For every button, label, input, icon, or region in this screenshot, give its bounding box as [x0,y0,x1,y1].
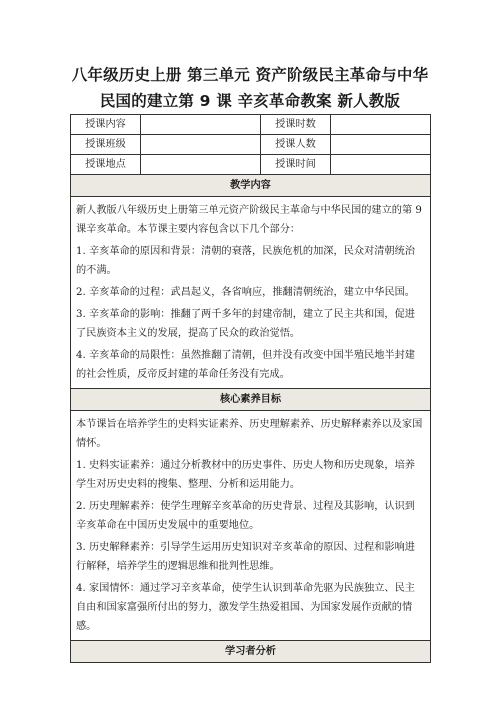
section-heading: 学习者分析 [71,641,431,663]
paragraph: 3. 历史解释素养：引导学生运用历史知识对辛亥革命的原因、过程和影响进行解释，培养学生的逻辑思维和批判性思维。 [76,541,415,572]
section-body-core-literacy [71,411,431,641]
section-header-core-literacy [71,389,431,411]
paragraph: 4. 辛亥革命的局限性：虽然推翻了清朝，但并没有改变中国半殖民地半封建的社会性质，反帝反封建的革命任务没有完成。 [76,349,415,380]
info-value-field [331,135,431,155]
paragraph: 3. 辛亥革命的影响：推翻了两千多年的封建帝制，建立了民主共和国，促进了民族资本主义的发展，提高了民众的政治觉悟。 [76,308,415,339]
section-body-cell [71,411,431,641]
title-line-2: 民国的建立第 9 课 辛亥革命教案 新人教版 [99,92,401,110]
paragraph: 本节课旨在培养学生的史料实证素养、历史理解素养、历史解释素养以及家国情怀。 [76,418,423,449]
paragraph: 2. 历史理解素养：使学生理解辛亥革命的历史背景、过程及其影响，认识到辛亥革命在中国历史发展中的重要地位。 [76,500,415,531]
section-body-cell [71,197,431,389]
section-body-teaching-content [71,197,431,389]
section-heading: 核心素养目标 [71,389,431,411]
info-value-field [141,135,261,155]
paragraph: 新人教版八年级历史上册第三单元资产阶级民主革命与中华民国的建立的第 9 课辛亥革命。本节课主要内容包含以下几个部分： [76,204,422,235]
title-line-1: 八年级历史上册 第三单元 资产阶级民主革命与中华 [71,66,429,84]
info-row [71,155,431,175]
paragraph: 1. 史料实证素养：通过分析教材中的历史事件、历史人物和历史现象，培养学生对历史史料的搜集、整理、分析和运用能力。 [76,459,415,490]
paragraph: 2. 辛亥革命的过程：武昌起义，各省响应，推翻清朝统治，建立中华民国。 [76,286,415,298]
info-label: 授课时数 [261,115,331,135]
info-label: 授课时间 [261,155,331,175]
info-label: 授课地点 [71,155,141,175]
lesson-plan-table [70,114,431,663]
info-row [71,115,431,135]
info-label: 授课内容 [71,115,141,135]
section-header-learner-analysis [71,641,431,663]
info-row [71,135,431,155]
document-title [60,62,440,114]
info-label: 授课人数 [261,135,331,155]
info-value-field [141,155,261,175]
paragraph: 4. 家国情怀：通过学习辛亥革命，使学生认识到革命先驱为民族独立、民主自由和国家富强所付出的努力，激发学生热爱祖国、为国家发展作贡献的情感。 [76,582,415,632]
section-header-teaching-content [71,175,431,197]
info-label: 授课班级 [71,135,141,155]
info-value-field [141,115,261,135]
paragraph: 1. 辛亥革命的原因和背景：清朝的衰落，民族危机的加深，民众对清朝统治的不满。 [76,245,415,276]
info-value-field [331,115,431,135]
info-value-field [331,155,431,175]
section-heading: 教学内容 [71,175,431,197]
